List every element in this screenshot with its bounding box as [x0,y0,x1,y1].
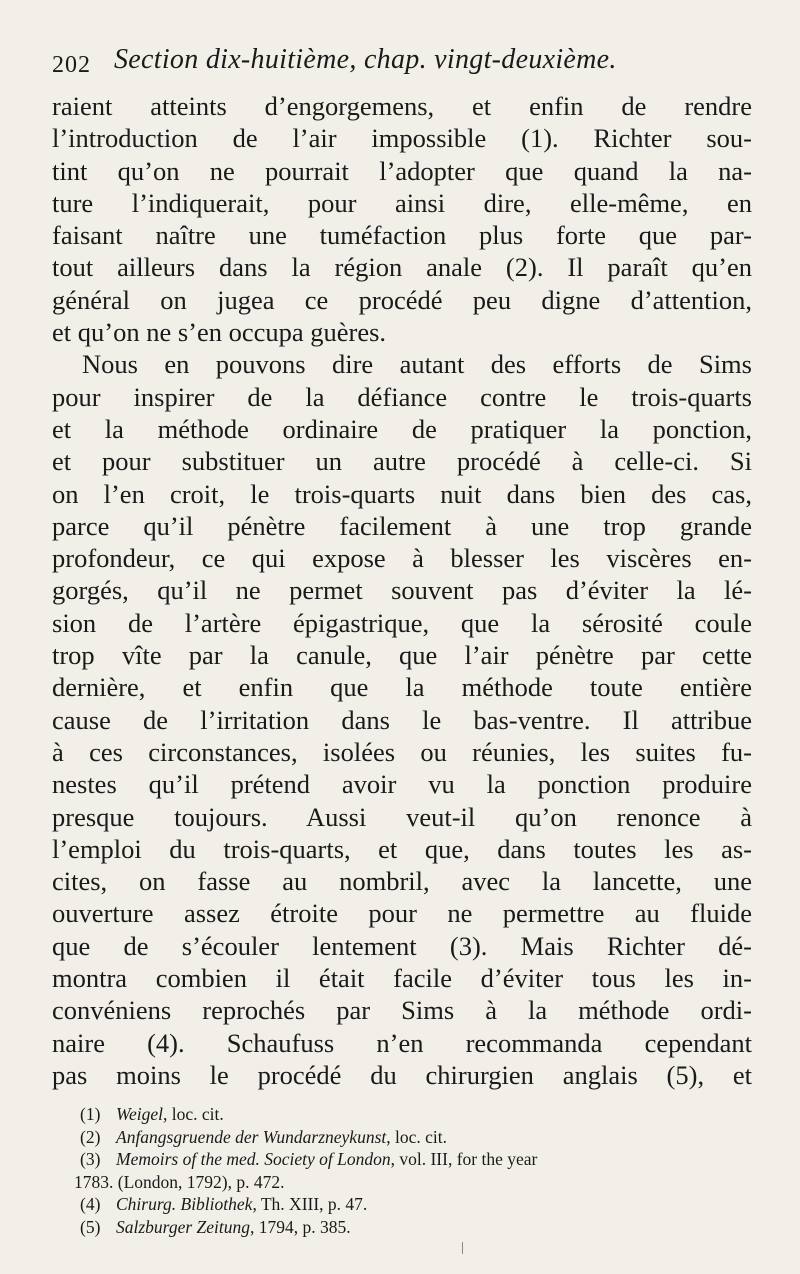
book-page [52,44,752,1238]
text-line: cites, on fasse au nombril, avec la lancette, une [52,866,752,897]
text-line: trop vîte par la canule, que l’air pénètre par cette [52,640,752,671]
text-line: nestes qu’il prétend avoir vu la ponction produire [52,769,752,800]
text-line: et qu’on ne s’en occupa guères. [52,317,387,348]
footnote [52,1148,752,1171]
text-line: naire (4). Schaufuss n’en recommanda cependant [52,1027,752,1058]
text-line: et pour substituer un autre procédé à celle-ci. Si [52,446,752,477]
text-line: Nous en pouvons dire autant des efforts de Sims [82,349,752,380]
text-line: faisant naître une tuméfaction plus forte que par- [52,220,752,251]
text-line: convéniens reprochés par Sims à la méthode ordi- [52,995,752,1026]
text-line: montra combien il était facile d’éviter tous les in- [52,963,752,994]
body-text [52,90,752,1091]
page-number: 202 [52,52,91,78]
text-line: ture l’indiquerait, pour ainsi dire, elle-même, en [52,187,752,218]
text-line: général on jugea ce procédé peu digne d’attention, [52,284,752,315]
footnote [52,1216,752,1239]
text-line: tout ailleurs dans la région anale (2). Il paraît qu’en [52,252,752,283]
text-line: dernière, et enfin que la méthode toute entière [52,672,752,703]
footnote-continuation: 1783. (London, 1792), p. 472. [74,1171,285,1192]
text-line: à ces circonstances, isolées ou réunies, les suites fu- [52,736,752,767]
footnote-mark: (5) [80,1216,101,1237]
running-title: Section dix-huitième, chap. vingt-deuxième. [114,44,617,75]
text-line: pas moins le procédé du chirurgien anglais (5), et [52,1059,752,1090]
text-line: et la méthode ordinaire de pratiquer la ponction, [52,413,752,444]
footnote [52,1126,752,1149]
text-line: l’emploi du trois-quarts, et que, dans toutes les as- [52,833,752,864]
page-mark [462,1242,463,1254]
footnote-reference: , 1794, p. 385. [250,1216,351,1237]
footnote-reference: , loc. cit. [162,1104,224,1125]
footnote [52,1193,752,1216]
text-line: gorgés, qu’il ne permet souvent pas d’éviter la lé- [52,575,752,606]
page-header [52,44,752,88]
footnote-reference: , Th. XIII, p. 47. [252,1194,368,1215]
footnote-title: Chirurg. Bibliothek [116,1194,253,1215]
text-line: ouverture assez étroite pour ne permettre au fluide [52,898,752,929]
footnote-mark: (1) [80,1104,101,1125]
text-line: raient atteints d’engorgemens, et enfin de rendre [52,91,752,121]
footnote-title: Salzburger Zeitung [116,1216,251,1237]
text-line: pour inspirer de la défiance contre le trois-quarts [52,381,752,412]
text-line: on l’en croit, le trois-quarts nuit dans bien des cas, [52,478,752,509]
footnote-title: Weigel [116,1104,163,1125]
text-line: parce qu’il pénètre facilement à une trop grande [52,510,752,541]
footnote-title: Anfangsgruende der Wundarzneykunst [116,1126,387,1147]
text-line: sion de l’artère épigastrique, que la sérosité coule [52,607,752,638]
text-line: profondeur, ce qui expose à blesser les viscères en- [52,543,752,574]
footnote-mark: (3) [80,1149,101,1170]
footnotes [52,1103,752,1238]
footnote-mark: (2) [80,1126,101,1147]
footnote-mark: (4) [80,1194,101,1215]
footnote-title: Memoirs of the med. Society of London [116,1149,391,1170]
text-line: presque toujours. Aussi veut-il qu’on renonce à [52,801,752,832]
footnote-reference: , loc. cit. [386,1126,447,1147]
text-line: cause de l’irritation dans le bas-ventre. Il attribue [52,704,752,735]
text-line: tint qu’on ne pourrait l’adopter que quand la na- [52,155,752,186]
footnote-reference: , vol. III, for the year [390,1149,538,1170]
text-line: l’introduction de l’air impossible (1). Richter sou- [52,123,752,154]
footnote [52,1103,752,1126]
text-line: que de s’écouler lentement (3). Mais Richter dé- [52,930,752,961]
